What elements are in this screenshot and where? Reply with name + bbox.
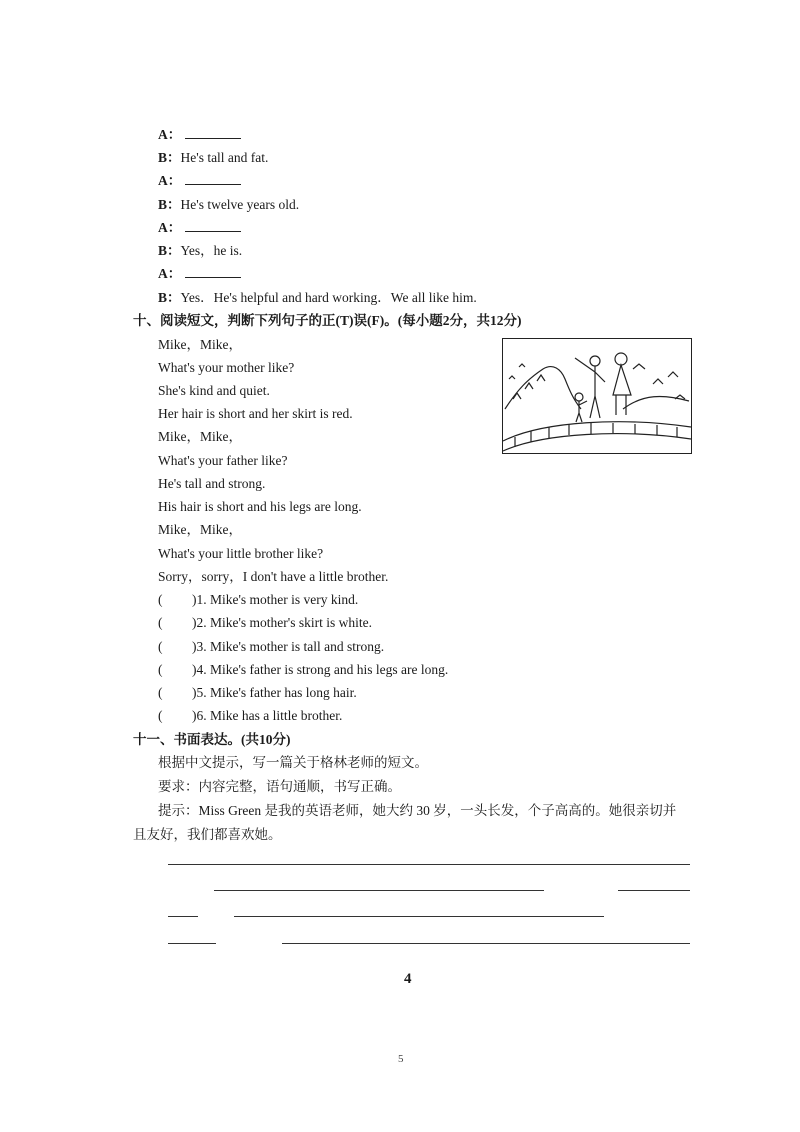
dialogue-line-6: B：Yes，he is. <box>158 243 243 258</box>
writing-hint-line-1: 提示：Miss Green 是我的英语老师，她大约 30 岁，一头长发，个子高高的。她很亲切并 <box>158 803 677 818</box>
family-illustration <box>502 338 692 454</box>
family-walking-on-bridge-drawing <box>503 339 691 453</box>
poem-line: He's tall and strong. <box>158 476 266 491</box>
writing-hint-line-2: 且友好，我们都喜欢她。 <box>133 827 282 842</box>
answer-paren[interactable]: ( <box>158 639 163 654</box>
section-11-title: 十一、书面表达。(共10分) <box>133 732 291 747</box>
dialogue-line-3: A： <box>158 172 241 190</box>
question-3: ( )3. Mike's mother is tall and strong. <box>158 639 385 654</box>
question-1: ( )1. Mike's mother is very kind. <box>158 592 359 607</box>
poem-line: Mike，Mike， <box>158 429 242 444</box>
writing-line[interactable] <box>282 943 690 944</box>
writing-instruction: 根据中文提示，写一篇关于格林老师的短文。 <box>158 755 428 770</box>
poem-line: Sorry，sorry，I don't have a little brother. <box>158 569 389 584</box>
poem-line: Her hair is short and her skirt is red. <box>158 406 353 421</box>
poem-line: Mike，Mike， <box>158 522 242 537</box>
answer-blank-3[interactable] <box>185 219 241 232</box>
question-6: ( )6. Mike has a little brother. <box>158 708 343 723</box>
question-4: ( )4. Mike's father is strong and his legs are long. <box>158 662 449 677</box>
sheet-number: 5 <box>398 1053 404 1065</box>
answer-paren[interactable]: ( <box>158 685 163 700</box>
answer-paren[interactable]: ( <box>158 662 163 677</box>
dialogue-line-2: B：He's tall and fat. <box>158 150 269 165</box>
dialogue-line-7: A： <box>158 265 241 283</box>
question-5: ( )5. Mike's father has long hair. <box>158 685 357 700</box>
poem-line: What's your father like? <box>158 453 288 468</box>
poem-line: What's your little brother like? <box>158 546 324 561</box>
poem-line: Mike，Mike， <box>158 337 242 352</box>
dialogue-line-1: A： <box>158 126 241 144</box>
writing-line[interactable] <box>168 943 216 944</box>
dialogue-line-5: A： <box>158 219 241 237</box>
answer-blank-2[interactable] <box>185 172 241 185</box>
section-10-title: 十、阅读短文，判断下列句子的正(T)误(F)。(每小题2分，共12分) <box>133 313 522 328</box>
poem-line: She's kind and quiet. <box>158 383 270 398</box>
writing-line[interactable] <box>618 890 690 891</box>
writing-line[interactable] <box>168 916 198 917</box>
poem-line: His hair is short and his legs are long. <box>158 499 362 514</box>
writing-line[interactable] <box>214 890 544 891</box>
writing-requirement: 要求：内容完整，语句通顺，书写正确。 <box>158 779 401 794</box>
dialogue-line-8: B：Yes．He's helpful and hard working．We all like him. <box>158 290 477 305</box>
answer-paren[interactable]: ( <box>158 592 163 607</box>
answer-paren[interactable]: ( <box>158 615 163 630</box>
question-2: ( )2. Mike's mother's skirt is white. <box>158 615 372 630</box>
writing-line[interactable] <box>234 916 604 917</box>
answer-blank-1[interactable] <box>185 126 241 139</box>
page-number: 4 <box>404 971 412 987</box>
answer-blank-4[interactable] <box>185 265 241 278</box>
poem-line: What's your mother like? <box>158 360 295 375</box>
dialogue-line-4: B：He's twelve years old. <box>158 197 300 212</box>
answer-paren[interactable]: ( <box>158 708 163 723</box>
writing-line[interactable] <box>168 864 690 865</box>
